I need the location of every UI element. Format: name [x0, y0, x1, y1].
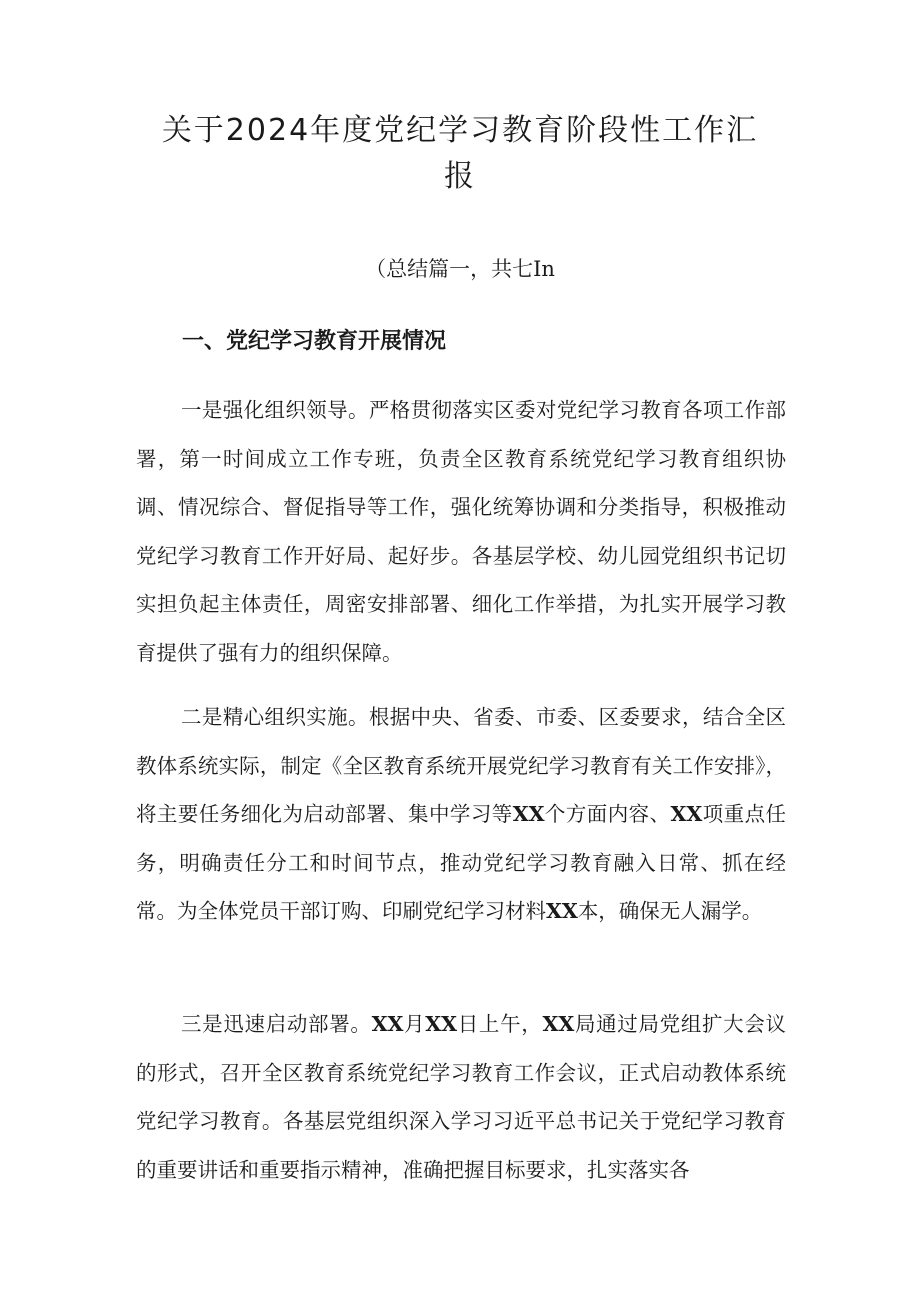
paragraph-segment: 一是强化组织领导。严格贯彻落实区委对党纪学习教育各项工作部署，第一时间成立工作专班，负责全区教育系统党纪学习教育组织协调、情况综合、督促指导等工作，强化统筹协调和分类指导，积极推动党纪学习教育工作开好局、起好步。各基层学校、幼儿园党组织书记切实担负起主体责任，周密安排部署、细化工作举措，为扎实开展学习教育提供了强有力的组织保障。: [136, 398, 786, 665]
section-heading: 一、党纪学习教育开展情况: [182, 329, 447, 354]
document-title: 关于2024年度党纪学习教育阶段性工作汇报: [161, 113, 759, 194]
paragraph-segment: 月: [403, 1012, 426, 1036]
paragraph-1: [136, 386, 786, 677]
placeholder-xx: XX: [425, 1012, 458, 1036]
document-subtitle: （总结篇一，共七In: [365, 257, 555, 281]
paragraph-segment: 三是迅速启动部署。: [181, 1012, 372, 1036]
placeholder-xx: XX: [670, 802, 703, 826]
paragraph-segment: 项重点任务，明确责任分工和时间节点，推动党纪学习教育融入日常、抓在经常。为全体党员干部订购、印刷党纪学习材料: [136, 802, 787, 923]
placeholder-xx: XX: [542, 1012, 575, 1036]
paragraph-segment: 个方面内容、: [544, 802, 671, 826]
placeholder-xx: XX: [371, 1012, 404, 1036]
placeholder-xx: XX: [546, 899, 578, 923]
paragraph-segment: 本，确保无人漏学。: [577, 899, 763, 923]
paragraph-segment: 日上午，: [457, 1012, 543, 1036]
paragraph-3: [136, 1000, 786, 1194]
paragraph-2: [136, 693, 786, 936]
placeholder-xx: XX: [512, 802, 545, 826]
paragraph-segment: 二是精心组织实施。根据中央、省委、市委、区委要求，结合全区教体系统实际，制定《全区教育系统开展党纪学习教育有关工作安排》，将主要任务细化为启动部署、集中学习等: [136, 705, 786, 826]
paragraph-segment: 局通过局党组扩大会议的形式，召开全区教育系统党纪学习教育工作会议，正式启动教体系统党纪学习教育。各基层党组织深入学习习近平总书记关于党纪学习教育的重要讲话和重要指示精神，准确把握目标要求，扎实落实各: [136, 1012, 787, 1182]
